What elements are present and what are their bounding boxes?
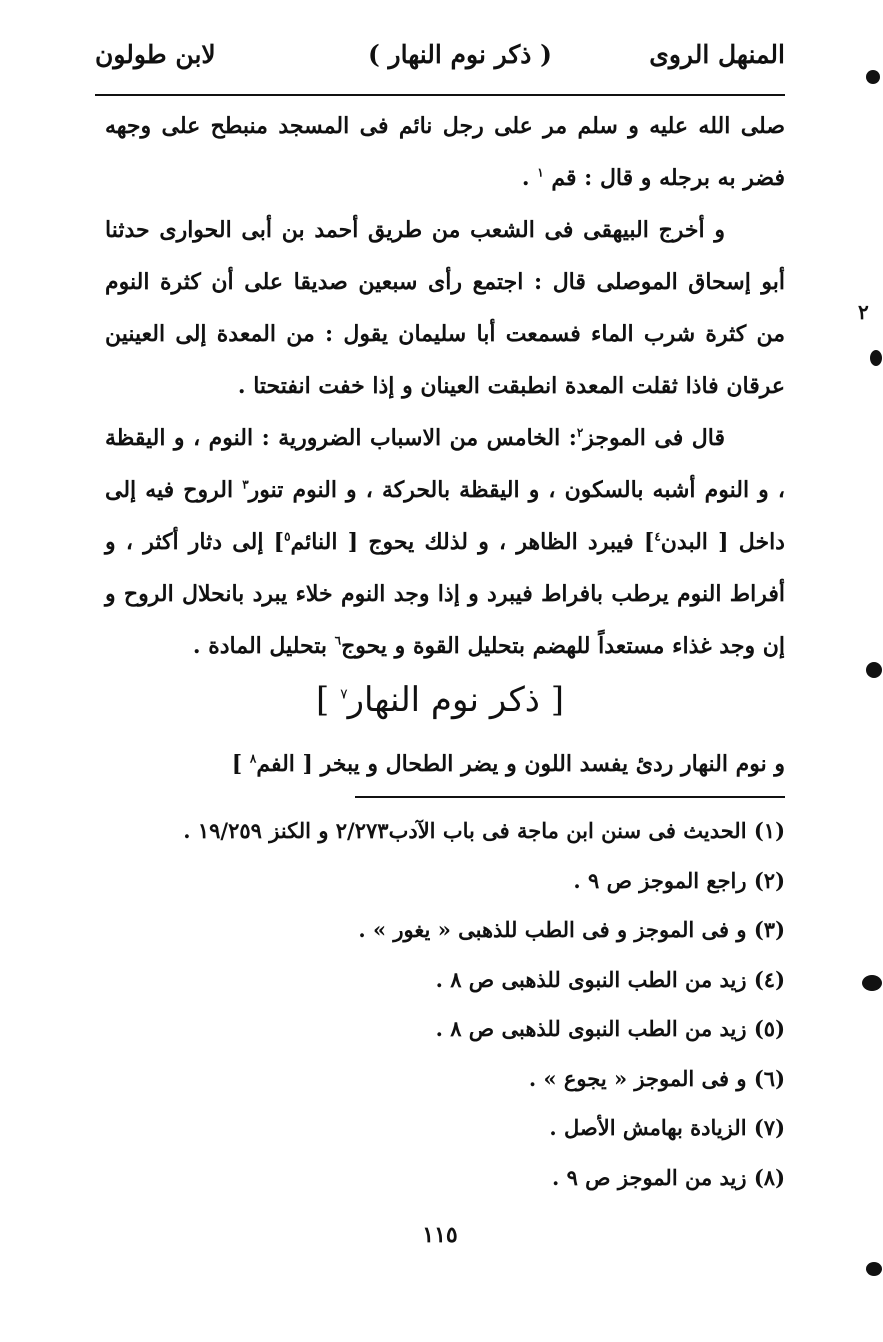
paragraph-hadith [105, 100, 785, 204]
paragraph-text: صلى الله عليه و سلم مر على رجل نائم فى المسجد منبطح على وجهه فضر به برجله و قال : قم [105, 113, 785, 191]
paragraph-text-part: قال فى الموجز [583, 425, 725, 451]
paragraph-end: . [521, 165, 538, 191]
header-book-title: المنهل الروى [649, 40, 785, 69]
footnote-item: (٤) زيد من الطب النبوى للذهبى ص ٨ . [435, 966, 785, 992]
paragraph-text-part: : الخامس من الاسباب الضرورية : النوم ، و اليقظة ، و النوم أشبه بالسكون ، و اليقظة بالحركة ، و النوم تنور [105, 425, 785, 503]
footnote-ref: ٧ [340, 686, 348, 703]
paragraph-text-part: ] إلى دثار أكثر ، و أفراط النوم يرطب بافراط فيبرد و إذا وجد النوم خلاء يبرد بانحلال الروح و إن وجد غذاء مستعداً للهضم بتحليل القوة و يحوج [105, 529, 785, 659]
section-heading [95, 672, 785, 728]
footnote-ref: ٢ [576, 425, 584, 440]
header-rule [95, 94, 785, 96]
header-section-title: ( ذكر نوم النهار ) [368, 40, 552, 69]
paragraph-text: و نوم النهار ردئ يفسد اللون و يضر الطحال و يبخر [ الفم [256, 751, 785, 777]
footnote-ref: ٥ [284, 529, 291, 544]
footnote-item: (٢) راجع الموجز ص ٩ . [573, 867, 785, 893]
footnote-ref: ٣ [242, 477, 249, 492]
binding-hole-mark [866, 70, 880, 84]
section-heading-text: [ ذكر نوم النهار [347, 680, 564, 720]
footnote-item: (٥) زيد من الطب النبوى للذهبى ص ٨ . [435, 1016, 785, 1041]
paragraph-text-part: بتحليل المادة . [192, 633, 327, 659]
main-text [105, 100, 785, 672]
paragraph-bayhaqi [105, 204, 785, 412]
footnote-item: (٨) زيد من الموجز ص ٩ . [551, 1164, 785, 1190]
binding-hole-mark [870, 350, 882, 366]
paragraph-text: و أخرج البيهقى فى الشعب من طريق أحمد بن أبى الحوارى حدثنا أبو إسحاق الموصلى قال : اجتمع رأى سبعين صديقا على أن كثرة النوم من كثرة شرب الماء فسمعت أبا سليمان يقول : من المعدة إلى العينين عرقان فاذا ثقلت المعدة انطبقت العينان و إذا خفت انفتحتا . [105, 217, 785, 399]
page-number: ١١٥ [422, 1222, 458, 1248]
binding-hole-mark [866, 1262, 882, 1276]
footnote-item: (٣) و فى الموجز و فى الطب للذهبى « يغور » . [358, 917, 785, 942]
footnote-item: (٧) الزيادة بهامش الأصل . [549, 1115, 785, 1140]
margin-numeral: ٢ [858, 300, 869, 324]
footnote-item: (١) الحديث فى سنن ابن ماجة فى باب الآدب٢/٢٧٣ و الكنز ١٩/٢٥٩ . [183, 818, 785, 843]
footnote-ref: ٤ [654, 529, 661, 544]
footnote-ref: ٨ [249, 751, 257, 766]
paragraph-end: ] [231, 751, 250, 777]
footnotes [105, 806, 785, 1202]
footnote-item: (٦) و فى الموجز « يجوع » . [528, 1065, 785, 1091]
header-author: لابن طولون [95, 40, 216, 69]
paragraph-text-part: الروح فيه إلى داخل [ البدن [105, 477, 785, 555]
footnote-ref: ١ [537, 165, 544, 180]
running-header [95, 40, 785, 84]
footnote-ref: ٦ [334, 633, 342, 648]
section-heading-close: ] [316, 680, 341, 720]
footnote-rule [355, 796, 785, 798]
paragraph-mawjaz [105, 412, 785, 672]
paragraph-text-part: ] فيبرد الظاهر ، و لذلك يحوج [ النائم [290, 529, 655, 555]
binding-hole-mark [866, 662, 882, 678]
paragraph-day-sleep [105, 742, 785, 786]
binding-hole-mark [862, 975, 882, 991]
